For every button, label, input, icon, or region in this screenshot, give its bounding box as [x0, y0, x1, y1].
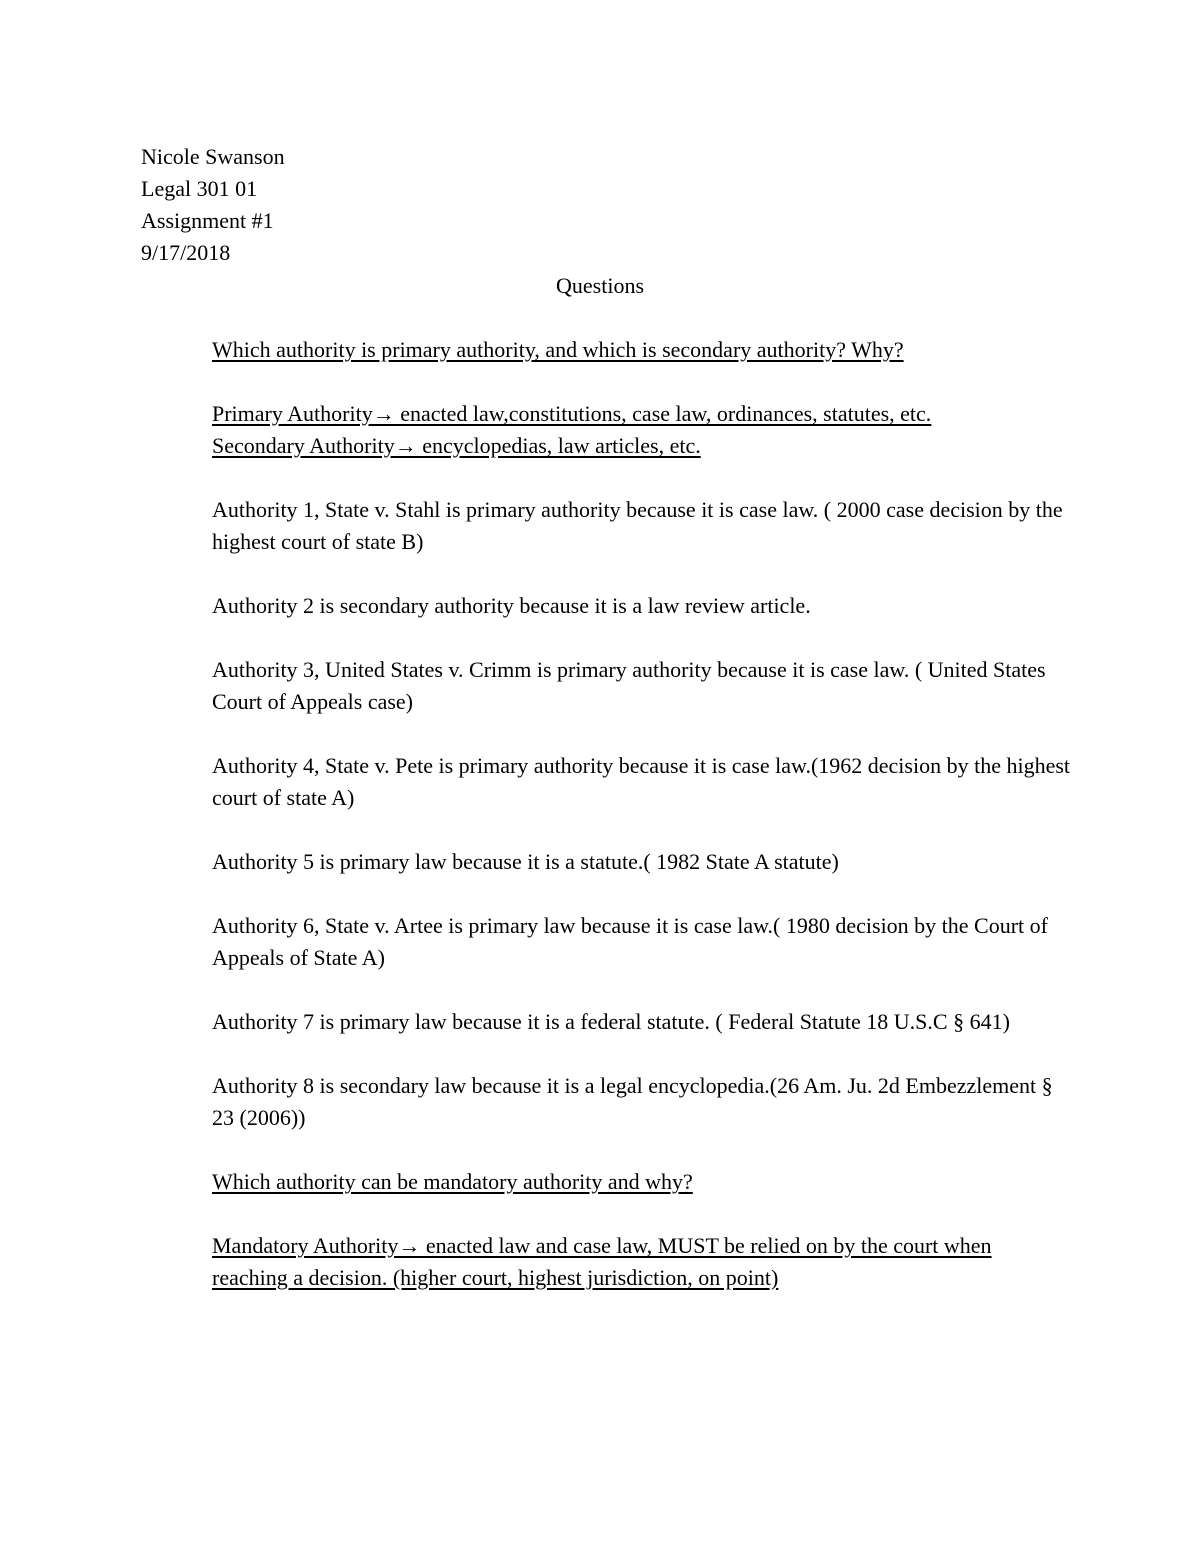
question-1: Which authority is primary authority, and which is secondary authority? Why?	[212, 337, 904, 362]
secondary-authority-definition: Secondary Authority→ encyclopedias, law articles, etc.	[212, 433, 701, 458]
answer-authority-2: Authority 2 is secondary authority because it is a law review article.	[212, 593, 811, 618]
answer-authority-8: Authority 8 is secondary law because it is a legal encyclopedia.(26 Am. Ju. 2d Embezzlement § 23 (2006))	[212, 1073, 1053, 1130]
answer-authority-5: Authority 5 is primary law because it is a statute.( 1982 State A statute)	[212, 849, 839, 874]
answer-authority-1: Authority 1, State v. Stahl is primary authority because it is case law. ( 2000 case decision by the highest court of state B)	[212, 497, 1063, 554]
course-name: Legal 301 01	[141, 176, 258, 201]
assignment-number: Assignment #1	[141, 208, 274, 233]
answer-authority-7: Authority 7 is primary law because it is a federal statute. ( Federal Statute 18 U.S.C § 641)	[212, 1009, 1010, 1034]
question-2: Which authority can be mandatory authority and why?	[212, 1169, 693, 1194]
document-title: Questions	[556, 273, 644, 298]
student-name: Nicole Swanson	[141, 144, 285, 169]
document-date: 9/17/2018	[141, 240, 231, 265]
answer-authority-3: Authority 3, United States v. Crimm is primary authority because it is case law. ( United States Court of Appeals case)	[212, 657, 1046, 714]
document-body	[212, 334, 1072, 1326]
primary-authority-definition: Primary Authority→ enacted law,constitutions, case law, ordinances, statutes, etc.	[212, 401, 932, 426]
answer-authority-6: Authority 6, State v. Artee is primary law because it is case law.( 1980 decision by the Court of Appeals of State A)	[212, 913, 1048, 970]
mandatory-authority-definition: Mandatory Authority→ enacted law and case law, MUST be relied on by the court when reaching a decision. (higher court, highest jurisdiction, on point)	[212, 1233, 992, 1290]
answer-authority-4: Authority 4, State v. Pete is primary authority because it is case law.(1962 decision by the highest court of state A)	[212, 753, 1071, 810]
document-header	[141, 141, 541, 269]
